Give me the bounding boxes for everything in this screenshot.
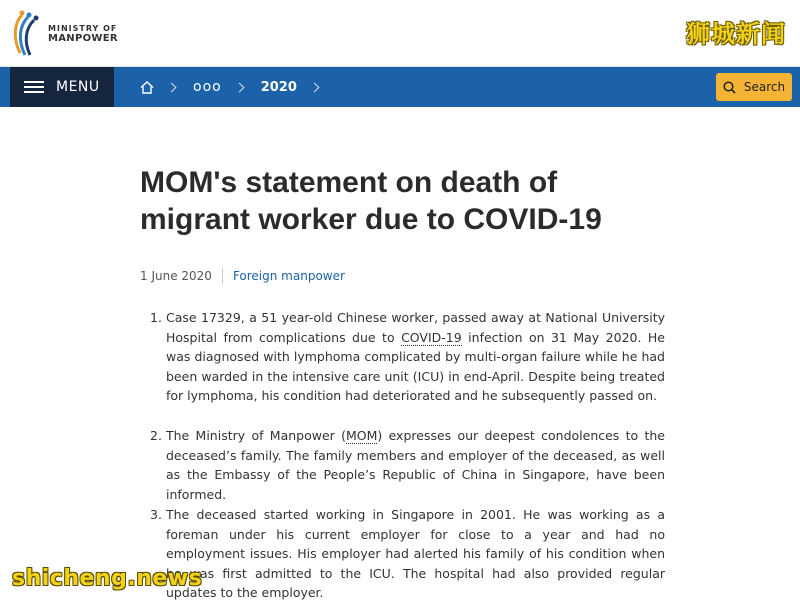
meta-divider: [222, 268, 223, 284]
watermark-english: shicheng.news: [12, 566, 203, 591]
text-run: ) expresses our deepest condolences to the deceased’s family. The family members and employer of the deceased, as well as the Embassy of the People’s Republic of China in Singapore, have been informed.: [166, 428, 665, 502]
chevron-right-icon: [167, 82, 177, 92]
logo-line-2: MANPOWER: [48, 32, 118, 44]
paragraph-text: The deceased started working in Singapore in 2001. He was working as a foreman under his current employer for close to a year and had no employment issues. His employer had alerted his family of his condition when he was first admitted to the ICU. The hospital had also provided regular updates to the employer.: [166, 507, 665, 600]
home-icon: [140, 81, 154, 94]
site-logo[interactable]: [8, 8, 138, 60]
chevron-right-icon: [309, 82, 319, 92]
article-meta: [140, 268, 345, 284]
breadcrumb-home[interactable]: [140, 81, 154, 94]
watermark-chinese: 狮城新闻: [686, 20, 786, 48]
menu-button[interactable]: [10, 67, 114, 107]
site-header: [0, 0, 800, 67]
breadcrumb: [140, 67, 336, 107]
paragraph-text: [150, 308, 665, 406]
paragraph-2: [150, 426, 665, 504]
search-label: Search: [743, 80, 786, 94]
page-title: MOM's statement on death of migrant worker due to COVID-19: [140, 166, 602, 236]
chevron-right-icon: [234, 82, 244, 92]
search-button[interactable]: [716, 73, 792, 101]
article-category-link[interactable]: Foreign manpower: [232, 269, 345, 283]
menu-label: MENU: [56, 79, 100, 95]
hamburger-icon: [24, 81, 44, 93]
paragraph-number: 2.: [150, 428, 162, 443]
paragraph-text: [150, 426, 665, 504]
article-date: 1 June 2020: [140, 269, 212, 283]
search-icon: [723, 81, 736, 94]
nav-bar: [0, 67, 800, 107]
breadcrumb-year[interactable]: 2020: [260, 79, 297, 95]
logo-text: [48, 24, 118, 45]
breadcrumb-ellipsis[interactable]: ooo: [193, 79, 222, 95]
abbr-mom[interactable]: MOM: [345, 428, 378, 443]
abbr-covid19[interactable]: COVID-19: [401, 329, 462, 345]
paragraph-number: 1.: [150, 310, 162, 325]
paragraph-1: [150, 308, 665, 406]
text-run: infection on 31 May 2020. He was diagnosed with lymphoma complicated by multi-organ failure while he had been warded in the intensive care unit (ICU) in end-April. Despite being treated for lymphoma, his condition had deteriorated and he subsequently passed on.: [166, 329, 665, 404]
logo-line-1: MINISTRY OF: [48, 23, 118, 33]
paragraph-number: 3.: [150, 507, 162, 522]
paragraph-3: [150, 505, 665, 600]
mom-logo-icon: [8, 9, 46, 59]
text-run: Case 17329, a 51 year-old Chinese worker, passed away at National University Hospital from complications due to: [166, 310, 665, 345]
text-run: The Ministry of Manpower (: [166, 428, 346, 443]
